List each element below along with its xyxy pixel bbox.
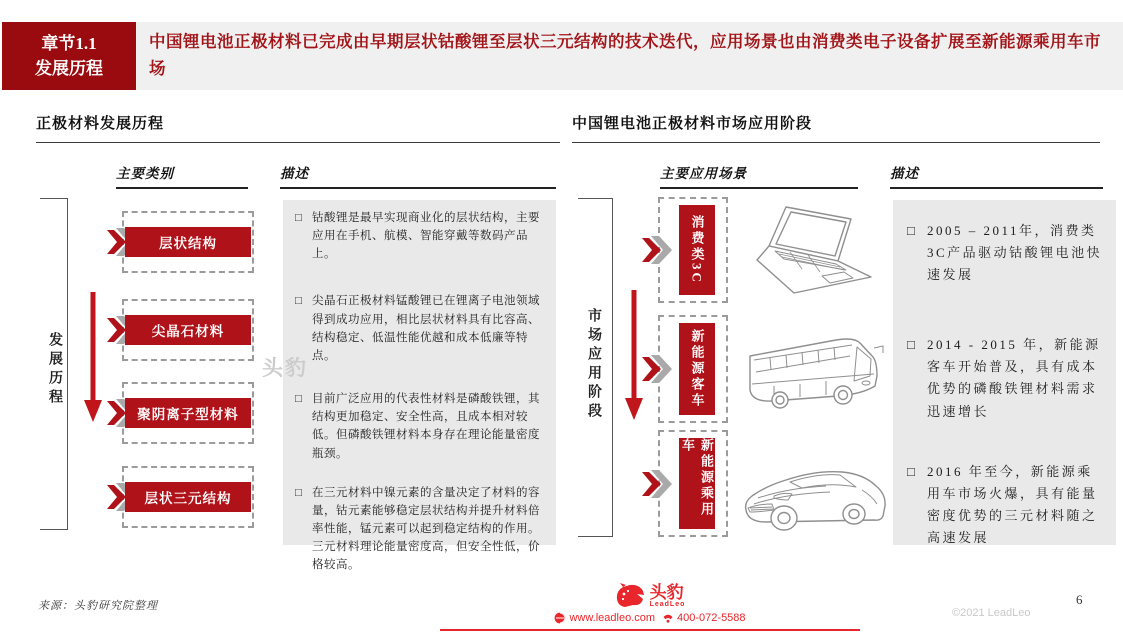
phone-number: 400-072-5588 [677,612,746,624]
chevron-right-icon [642,235,672,265]
category-row [122,382,254,444]
description-item [295,209,546,263]
category-row [122,466,254,528]
logo-cn-text: 头豹 [649,582,684,602]
down-arrow-icon [624,290,644,422]
scene-row [658,197,728,303]
website-item[interactable] [554,612,655,624]
right-axis-label: 市场应用阶段 [586,308,601,422]
description-text: 钴酸锂是最早实现商业化的层状结构，主要应用在手机、航模、智能穿戴等数码产品上。 [312,212,540,261]
description-text: 2014 - 2015 年，新能源客车开始普及，具有成本优势的磷酸铁锂材料需求迅速增长 [927,337,1101,419]
scene-box: 新能源乘用车 [679,438,715,529]
scene-row [658,315,728,423]
bullet-square-icon: □ [907,337,918,353]
scene-box: 新能源客车 [679,323,715,415]
laptop-image [750,202,880,302]
bus-image [740,326,890,421]
phone-item [662,612,746,624]
description-item [295,484,546,575]
bullet-square-icon: □ [907,223,918,238]
description-text: 目前广泛应用的代表性材料是磷酸铁锂，其结构更加稳定、安全性高，且成本相对较低。但磷酸铁锂材料本身存在理论能量密度瓶颈。 [312,393,540,460]
source-note: 来源：头豹研究院整理 [38,600,158,612]
category-box: 尖晶石材料 [125,315,251,345]
right-column-header-desc: 描述 [890,162,1103,189]
globe-icon [554,612,566,624]
description-item [907,334,1104,422]
chevron-right-icon [642,469,672,499]
right-column-header-scene: 主要应用场景 [660,162,858,189]
chevron-right-icon [642,354,672,384]
logo [615,583,686,609]
footer-contact [554,612,745,624]
chapter-number: 章节1.1 [41,33,97,53]
category-box: 聚阴离子型材料 [125,398,251,428]
left-column-header-desc: 描述 [280,162,556,189]
chapter-box [2,22,136,90]
footer-brand [440,583,860,624]
left-column-header-category: 主要类别 [116,162,248,189]
description-text: 在三元材料中镍元素的含量决定了材料的容量，钴元素能够稳定层状结构并提升材料倍率性能，锰元素可以起到稳定结构的作用。三元材料理论能量密度高，但安全性低，价格较高。 [312,486,540,572]
phone-icon [662,612,674,624]
description-item [295,292,546,365]
page-number: 6 [1076,592,1083,607]
bullet-square-icon: □ [295,393,303,406]
leopard-logo-icon [615,583,645,609]
description-item [907,461,1104,549]
bullet-square-icon: □ [295,212,303,224]
scene-row [658,430,728,537]
left-section-title: 正极材料发展历程 [36,112,560,143]
title-band [136,22,1123,90]
description-text: 尖晶石正极材料锰酸锂已在锂离子电池领域得到成功应用，相比层状材料具有比容高、结构稳定、低温性能优越和成本低廉等特点。 [312,295,540,362]
category-row [122,299,254,361]
left-description-box [283,200,556,572]
car-image [738,446,890,541]
bullet-square-icon: □ [907,463,918,479]
bullet-square-icon: □ [295,486,303,499]
description-text: 2005 – 2011年，消费类3C产品驱动钴酸锂电池快速发展 [927,223,1103,283]
right-description-box [893,200,1116,545]
watermark: 头豹 [262,356,308,380]
category-box: 层状三元结构 [125,482,251,512]
bullet-square-icon: □ [295,295,303,308]
description-text: 2016 年至今，新能源乘用车市场火爆，具有能量密度优势的三元材料随之高速发展 [927,463,1098,545]
footer-divider [440,629,860,631]
category-row [122,211,254,273]
copyright: ©2021 LeadLeo [952,607,1031,619]
description-item [907,220,1104,286]
right-section-title: 中国锂电池正极材料市场应用阶段 [572,112,1100,143]
slide-title: 中国锂电池正极材料已完成由早期层状钴酸锂至层状三元结构的技术迭代，应用场景也由消费类电子设备扩展至新能源乘用车市场 [149,32,1101,79]
category-box: 层状结构 [125,227,251,257]
down-arrow-icon [83,292,103,424]
scene-box: 消费类3C [679,205,715,295]
website-link[interactable]: www.leadleo.com [569,612,656,624]
description-item [295,390,546,463]
logo-en-text: LeadLeo [649,601,686,609]
chapter-name: 发展历程 [35,59,103,78]
left-axis-label: 发展历程 [47,332,62,408]
